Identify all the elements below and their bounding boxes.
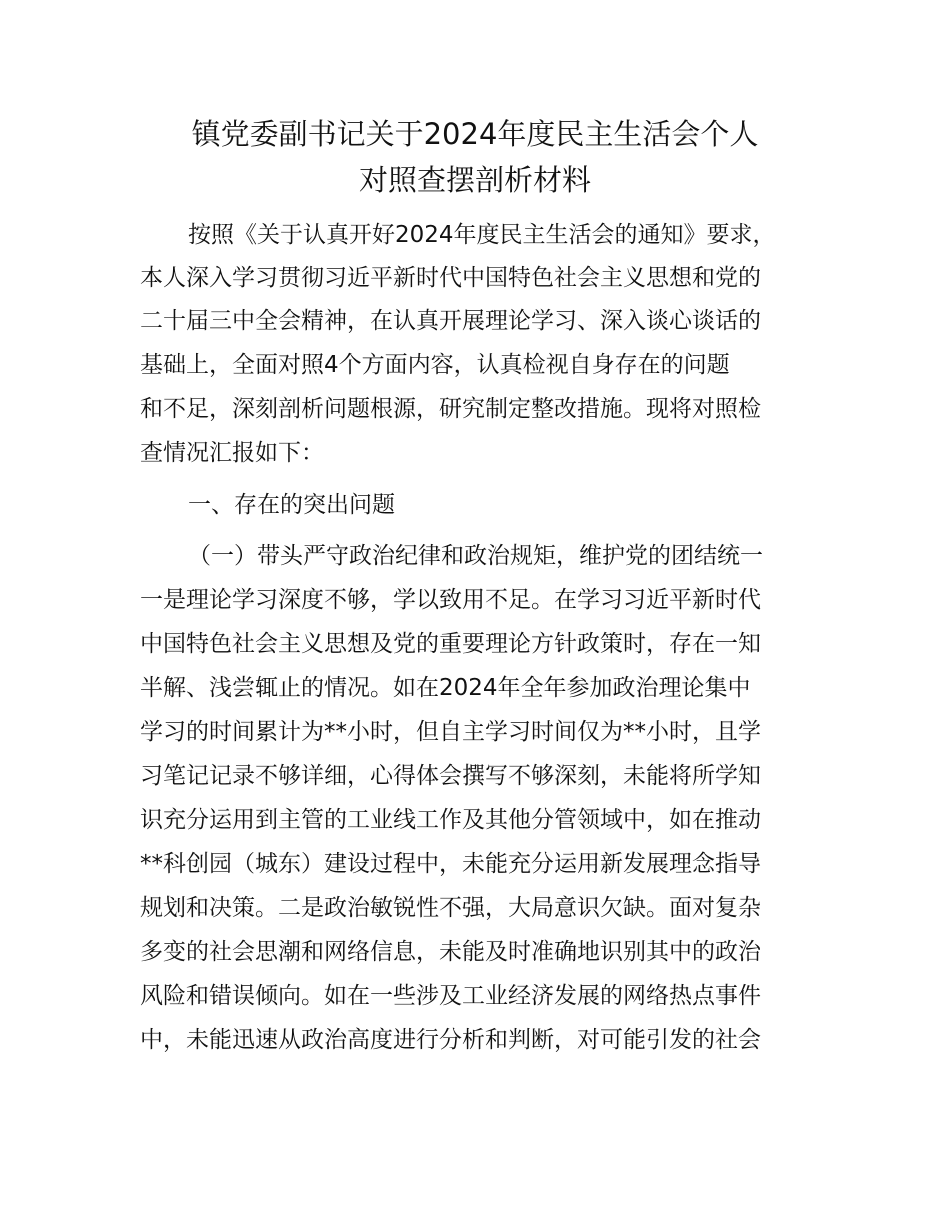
body-line-5: 习笔记记录不够详细，心得体会撰写不够深刻，未能将所学知 xyxy=(140,763,761,789)
document-title-line-1: 镇党委副书记关于2024年度民主生活会个人 xyxy=(191,117,759,151)
section-heading: 一、存在的突出问题 xyxy=(188,492,395,518)
intro-line-5: 和不足，深刻剖析问题根源，研究制定整改措施。现将对照检 xyxy=(140,396,761,422)
body-line-4: 学习的时间累计为**小时，但自主学习时间仅为**小时，且学 xyxy=(140,719,761,745)
body-line-10: 风险和错误倾向。如在一些涉及工业经济发展的网络热点事件 xyxy=(140,983,761,1009)
body-line-1: 一是理论学习深度不够，学以致用不足。在学习习近平新时代 xyxy=(140,587,761,613)
subsection-heading: （一）带头严守政治纪律和政治规矩，维护党的团结统一 xyxy=(188,543,763,569)
body-line-2: 中国特色社会主义思想及党的重要理论方针政策时，存在一知 xyxy=(140,631,761,657)
intro-line-2: 本人深入学习贯彻习近平新时代中国特色社会主义思想和党的 xyxy=(140,265,761,291)
body-line-6: 识充分运用到主管的工业线工作及其他分管领域中，如在推动 xyxy=(140,807,761,833)
intro-line-3: 二十届三中全会精神，在认真开展理论学习、深入谈心谈话的 xyxy=(140,308,761,334)
body-line-3: 半解、浅尝辄止的情况。如在2024年全年参加政治理论集中 xyxy=(140,675,751,701)
body-line-11: 中，未能迅速从政治高度进行分析和判断，对可能引发的社会 xyxy=(140,1027,761,1053)
intro-line-1: 按照《关于认真开好2024年度民主生活会的通知》要求， xyxy=(188,222,776,248)
intro-line-6: 查情况汇报如下： xyxy=(140,440,324,466)
intro-line-4: 基础上，全面对照4个方面内容，认真检视自身存在的问题 xyxy=(140,352,730,378)
body-line-9: 多变的社会思潮和网络信息，未能及时准确地识别其中的政治 xyxy=(140,939,761,965)
document-title-line-2: 对照查摆剖析材料 xyxy=(358,163,591,197)
body-line-7: **科创园（城东）建设过程中，未能充分运用新发展理念指导 xyxy=(140,851,761,877)
body-line-8: 规划和决策。二是政治敏锐性不强，大局意识欠缺。面对复杂 xyxy=(140,895,761,921)
